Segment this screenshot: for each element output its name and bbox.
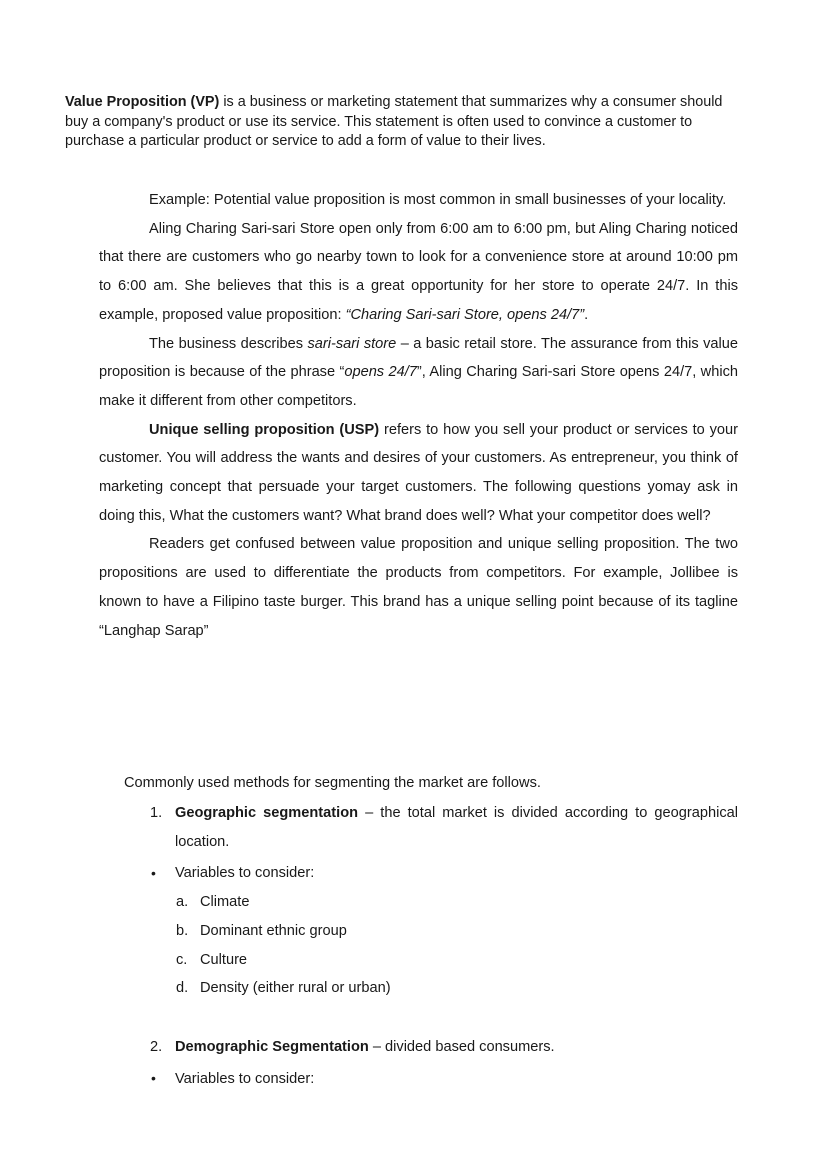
- paragraph-readers-confused: [99, 530, 738, 645]
- list-item-label: Dominant ethnic group: [200, 922, 347, 939]
- list-item-label: Density (either rural or urban): [200, 980, 391, 997]
- paragraph-aling-charing: [99, 215, 738, 330]
- list-item-dominant-ethnic-group: [124, 917, 738, 946]
- segmentation-lead-line: Commonly used methods for segmenting the market are follows.: [124, 775, 541, 791]
- usp-term: Unique selling proposition (USP): [149, 421, 380, 438]
- list-marker: b.: [176, 922, 189, 939]
- geographic-segmentation-term: Geographic segmentation: [175, 805, 359, 821]
- paragraph-text: refers to how you sell your product or services to your customer. You will address the wants and desires of your customers. As entrepreneur, you think of marketing concept that persuade your target customers. The following questions yomay ask in doing this, What the customers want? What brand does well? What your competitor does well?: [99, 421, 738, 524]
- paragraph-text-part1: Aling Charing Sari-sari Store open only from 6:00 am to 6:00 pm, but Aling Charing noticed that there are customers who go nearby town to look for a convenience store at around 10:00 pm to 6:00 am. She believes that this is a great opportunity for her store to operate 24/7. In this example, proposed value proposition:: [99, 220, 738, 323]
- segmentation-method-list: [124, 799, 738, 1093]
- intro-paragraph: [65, 93, 741, 152]
- geographic-variables-sublist: [124, 888, 738, 1003]
- section-spacer: [124, 1003, 738, 1030]
- proposed-value-proposition-quote: “Charing Sari-sari Store, opens 24/7”: [345, 306, 585, 323]
- paragraph-usp: [99, 416, 738, 531]
- list-item-geographic-segmentation: [124, 799, 738, 856]
- list-item-label: Culture: [200, 951, 248, 968]
- paragraph-text: Readers get confused between value proposition and unique selling proposition. The two propositions are used to differentiate the products from competitors. For example, Jollibee is known to have a Filipino taste burger. This brand has a unique selling point because of its tagline “Langhap Sarap”: [99, 536, 738, 639]
- paragraph-text-part1: The business describes: [149, 335, 308, 352]
- segmentation-section: [124, 771, 738, 1093]
- paragraph-text-part2: .: [584, 306, 589, 323]
- opens-24-7-phrase: opens 24/7: [344, 364, 417, 381]
- list-item-density: [124, 974, 738, 1003]
- list-item-variables-to-consider: [124, 859, 738, 888]
- list-item-label: Climate: [200, 894, 250, 911]
- list-item-demographic-segmentation: [124, 1033, 738, 1062]
- paragraph-text: Example: Potential value proposition is most common in small businesses of your locality.: [149, 192, 727, 208]
- paragraph-example-intro: [99, 186, 738, 215]
- list-marker: 1.: [150, 805, 163, 821]
- value-proposition-term: Value Proposition (VP): [65, 94, 220, 110]
- paragraph-text-part3: ”, Aling Charing Sari-sari Store opens 24/7, which make it different from other competitors.: [99, 364, 738, 409]
- paragraph-business-describes: [99, 330, 738, 416]
- intro-body-text: is a business or marketing statement that summarizes why a consumer should buy a company's product or use its service. This statement is often used to convince a customer to purchase a particular product or service to add a form of value to their lives.: [65, 94, 723, 150]
- bullet-icon: •: [151, 1070, 156, 1087]
- list-marker: c.: [176, 951, 188, 968]
- paragraph-text-part2: – a basic retail store. The assurance from this value proposition is because of the phrase “: [99, 335, 738, 381]
- list-marker: a.: [176, 894, 189, 911]
- sari-sari-store-term: sari-sari store: [307, 335, 397, 352]
- list-item-text: – the total market is divided according to geographical location.: [175, 805, 738, 850]
- list-item-text: – divided based consumers.: [368, 1038, 555, 1055]
- list-item-climate: [124, 888, 738, 917]
- list-item-label: Variables to consider:: [175, 1070, 315, 1087]
- list-marker: d.: [176, 980, 189, 997]
- demographic-variables-bullet-list: [124, 1065, 738, 1094]
- geographic-variables-bullet-list: [124, 859, 738, 888]
- body-content: [99, 186, 738, 645]
- bullet-icon: •: [151, 864, 156, 881]
- list-item-label: Variables to consider:: [175, 865, 315, 882]
- list-item-variables-to-consider: [124, 1065, 738, 1094]
- list-marker: 2.: [150, 1038, 163, 1055]
- list-item-culture: [124, 946, 738, 975]
- demographic-segmentation-term: Demographic Segmentation: [175, 1038, 369, 1055]
